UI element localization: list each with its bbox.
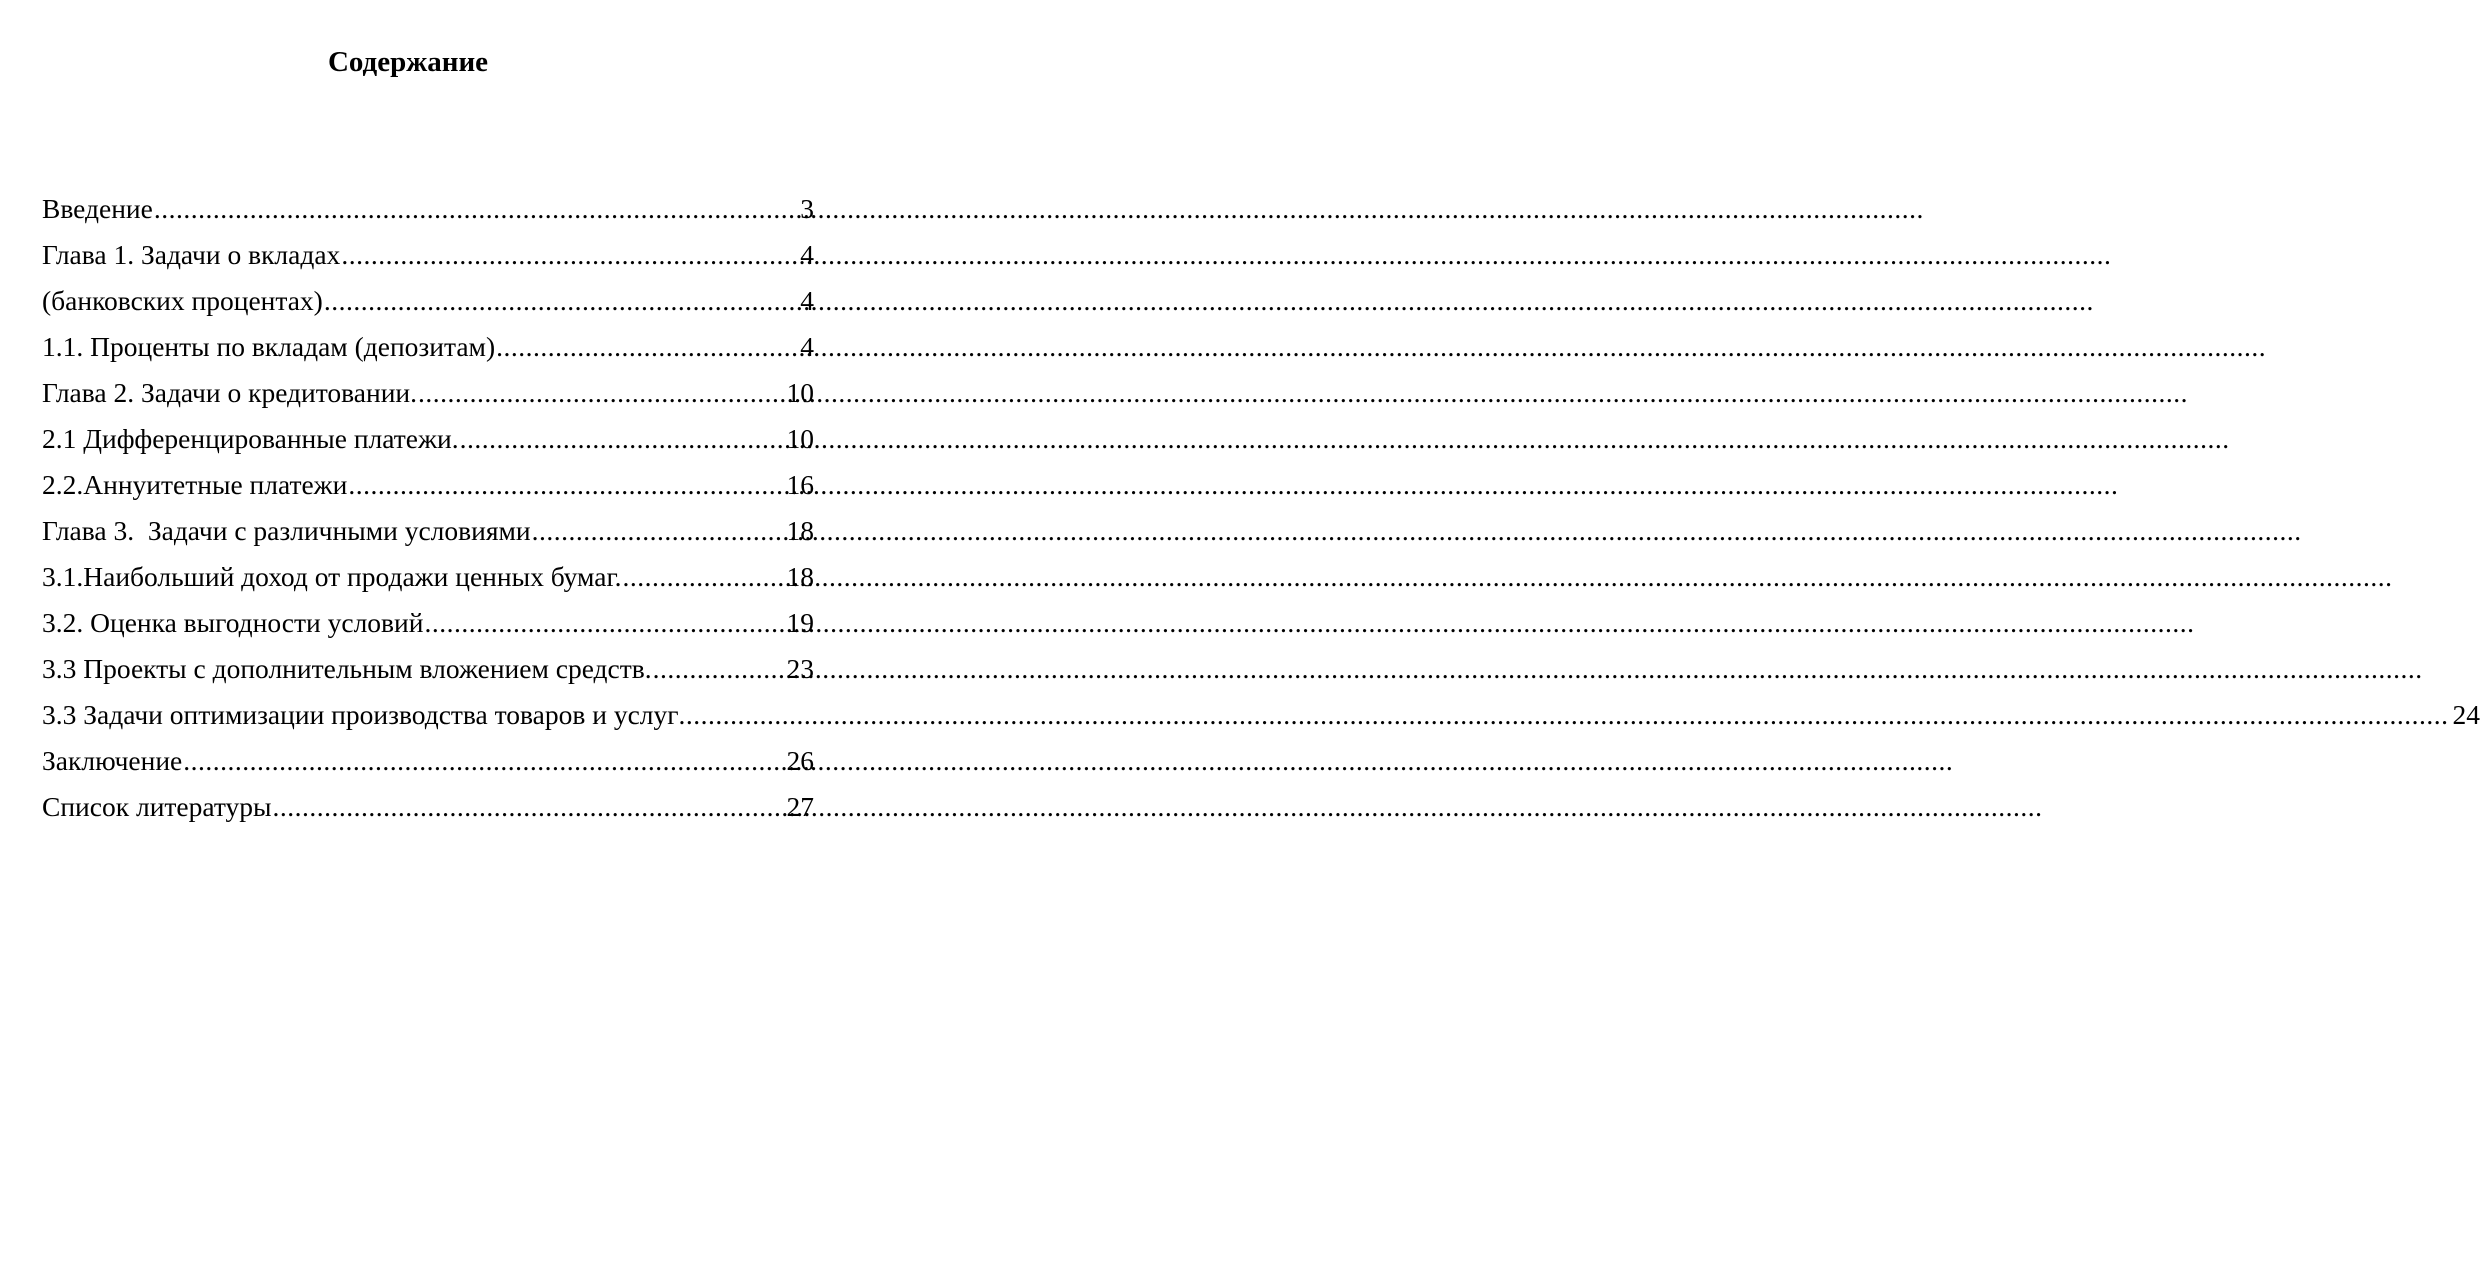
toc-page-number: 10 [786, 377, 814, 408]
toc-entry-text: 2.1 Дифференцированные платежи. [42, 423, 459, 454]
toc-page-number: 16 [786, 469, 814, 500]
toc-entry-text: Список литературы [42, 791, 272, 822]
toc-dot-leader [183, 738, 785, 784]
toc-entry-text: 3.3 Проекты с дополнительным вложением средств. [42, 653, 652, 684]
toc-entry[interactable] [42, 600, 814, 646]
toc-page-number: 3 [800, 193, 814, 224]
toc-dot-leader [679, 692, 2449, 738]
toc-dot-leader [623, 554, 786, 600]
toc-entry[interactable] [42, 186, 814, 232]
toc-entry-text: Глава 3. Задачи с различными условиями [42, 515, 531, 546]
toc-entry-text: Глава 2. Задачи о кредитовании. [42, 377, 418, 408]
toc-entry-text: 3.2. Оценка выгодности условий [42, 607, 424, 638]
toc-page-number: 26 [786, 745, 814, 776]
toc-dot-leader [324, 278, 799, 324]
toc-entry[interactable] [42, 738, 814, 784]
table-of-contents [42, 186, 2480, 830]
toc-dot-leader [341, 232, 799, 278]
toc-entry-text: Заключение [42, 745, 183, 776]
toc-entry[interactable] [42, 278, 814, 324]
toc-entry[interactable] [42, 462, 814, 508]
toc-page-number: 27 [786, 791, 814, 822]
toc-dot-leader [418, 370, 785, 416]
toc-page-number: 4 [800, 331, 814, 362]
toc-dot-leader [348, 462, 785, 508]
toc-dot-leader [653, 646, 786, 692]
toc-page-number: 4 [800, 239, 814, 270]
toc-page-number: 23 [786, 653, 814, 684]
toc-page-number: 10 [786, 423, 814, 454]
toc-entry-text: Введение [42, 193, 153, 224]
toc-entry[interactable] [42, 324, 814, 370]
toc-dot-leader [154, 186, 799, 232]
toc-entry[interactable] [42, 416, 814, 462]
toc-page-number: 4 [800, 285, 814, 316]
toc-entry-text: 3.3 Задачи оптимизации производства товаров и услуг [42, 699, 679, 730]
toc-entry[interactable] [42, 692, 2480, 738]
toc-entry[interactable] [42, 646, 814, 692]
toc-entry[interactable] [42, 554, 814, 600]
toc-dot-leader [496, 324, 799, 370]
toc-entry-text: (банковских процентах) [42, 285, 323, 316]
toc-page-number: 18 [786, 561, 814, 592]
toc-page-number: 19 [786, 607, 814, 638]
toc-dot-leader [424, 600, 785, 646]
toc-entry[interactable] [42, 370, 814, 416]
toc-dot-leader [273, 784, 786, 830]
toc-entry-text: Глава 1. Задачи о вкладах [42, 239, 341, 270]
toc-entry[interactable] [42, 508, 814, 554]
page-title: Содержание [327, 46, 489, 78]
toc-dot-leader [532, 508, 786, 554]
toc-dot-leader [460, 416, 786, 462]
toc-entry[interactable] [42, 784, 814, 830]
toc-entry-text: 3.1.Наибольший доход от продажи ценных бумаг. [42, 561, 622, 592]
toc-page-number: 24 [2452, 699, 2480, 730]
toc-entry-text: 2.2.Аннуитетные платежи [42, 469, 348, 500]
toc-entry-text: 1.1. Проценты по вкладам (депозитам) [42, 331, 496, 362]
toc-entry[interactable] [42, 232, 814, 278]
toc-page-number: 18 [786, 515, 814, 546]
